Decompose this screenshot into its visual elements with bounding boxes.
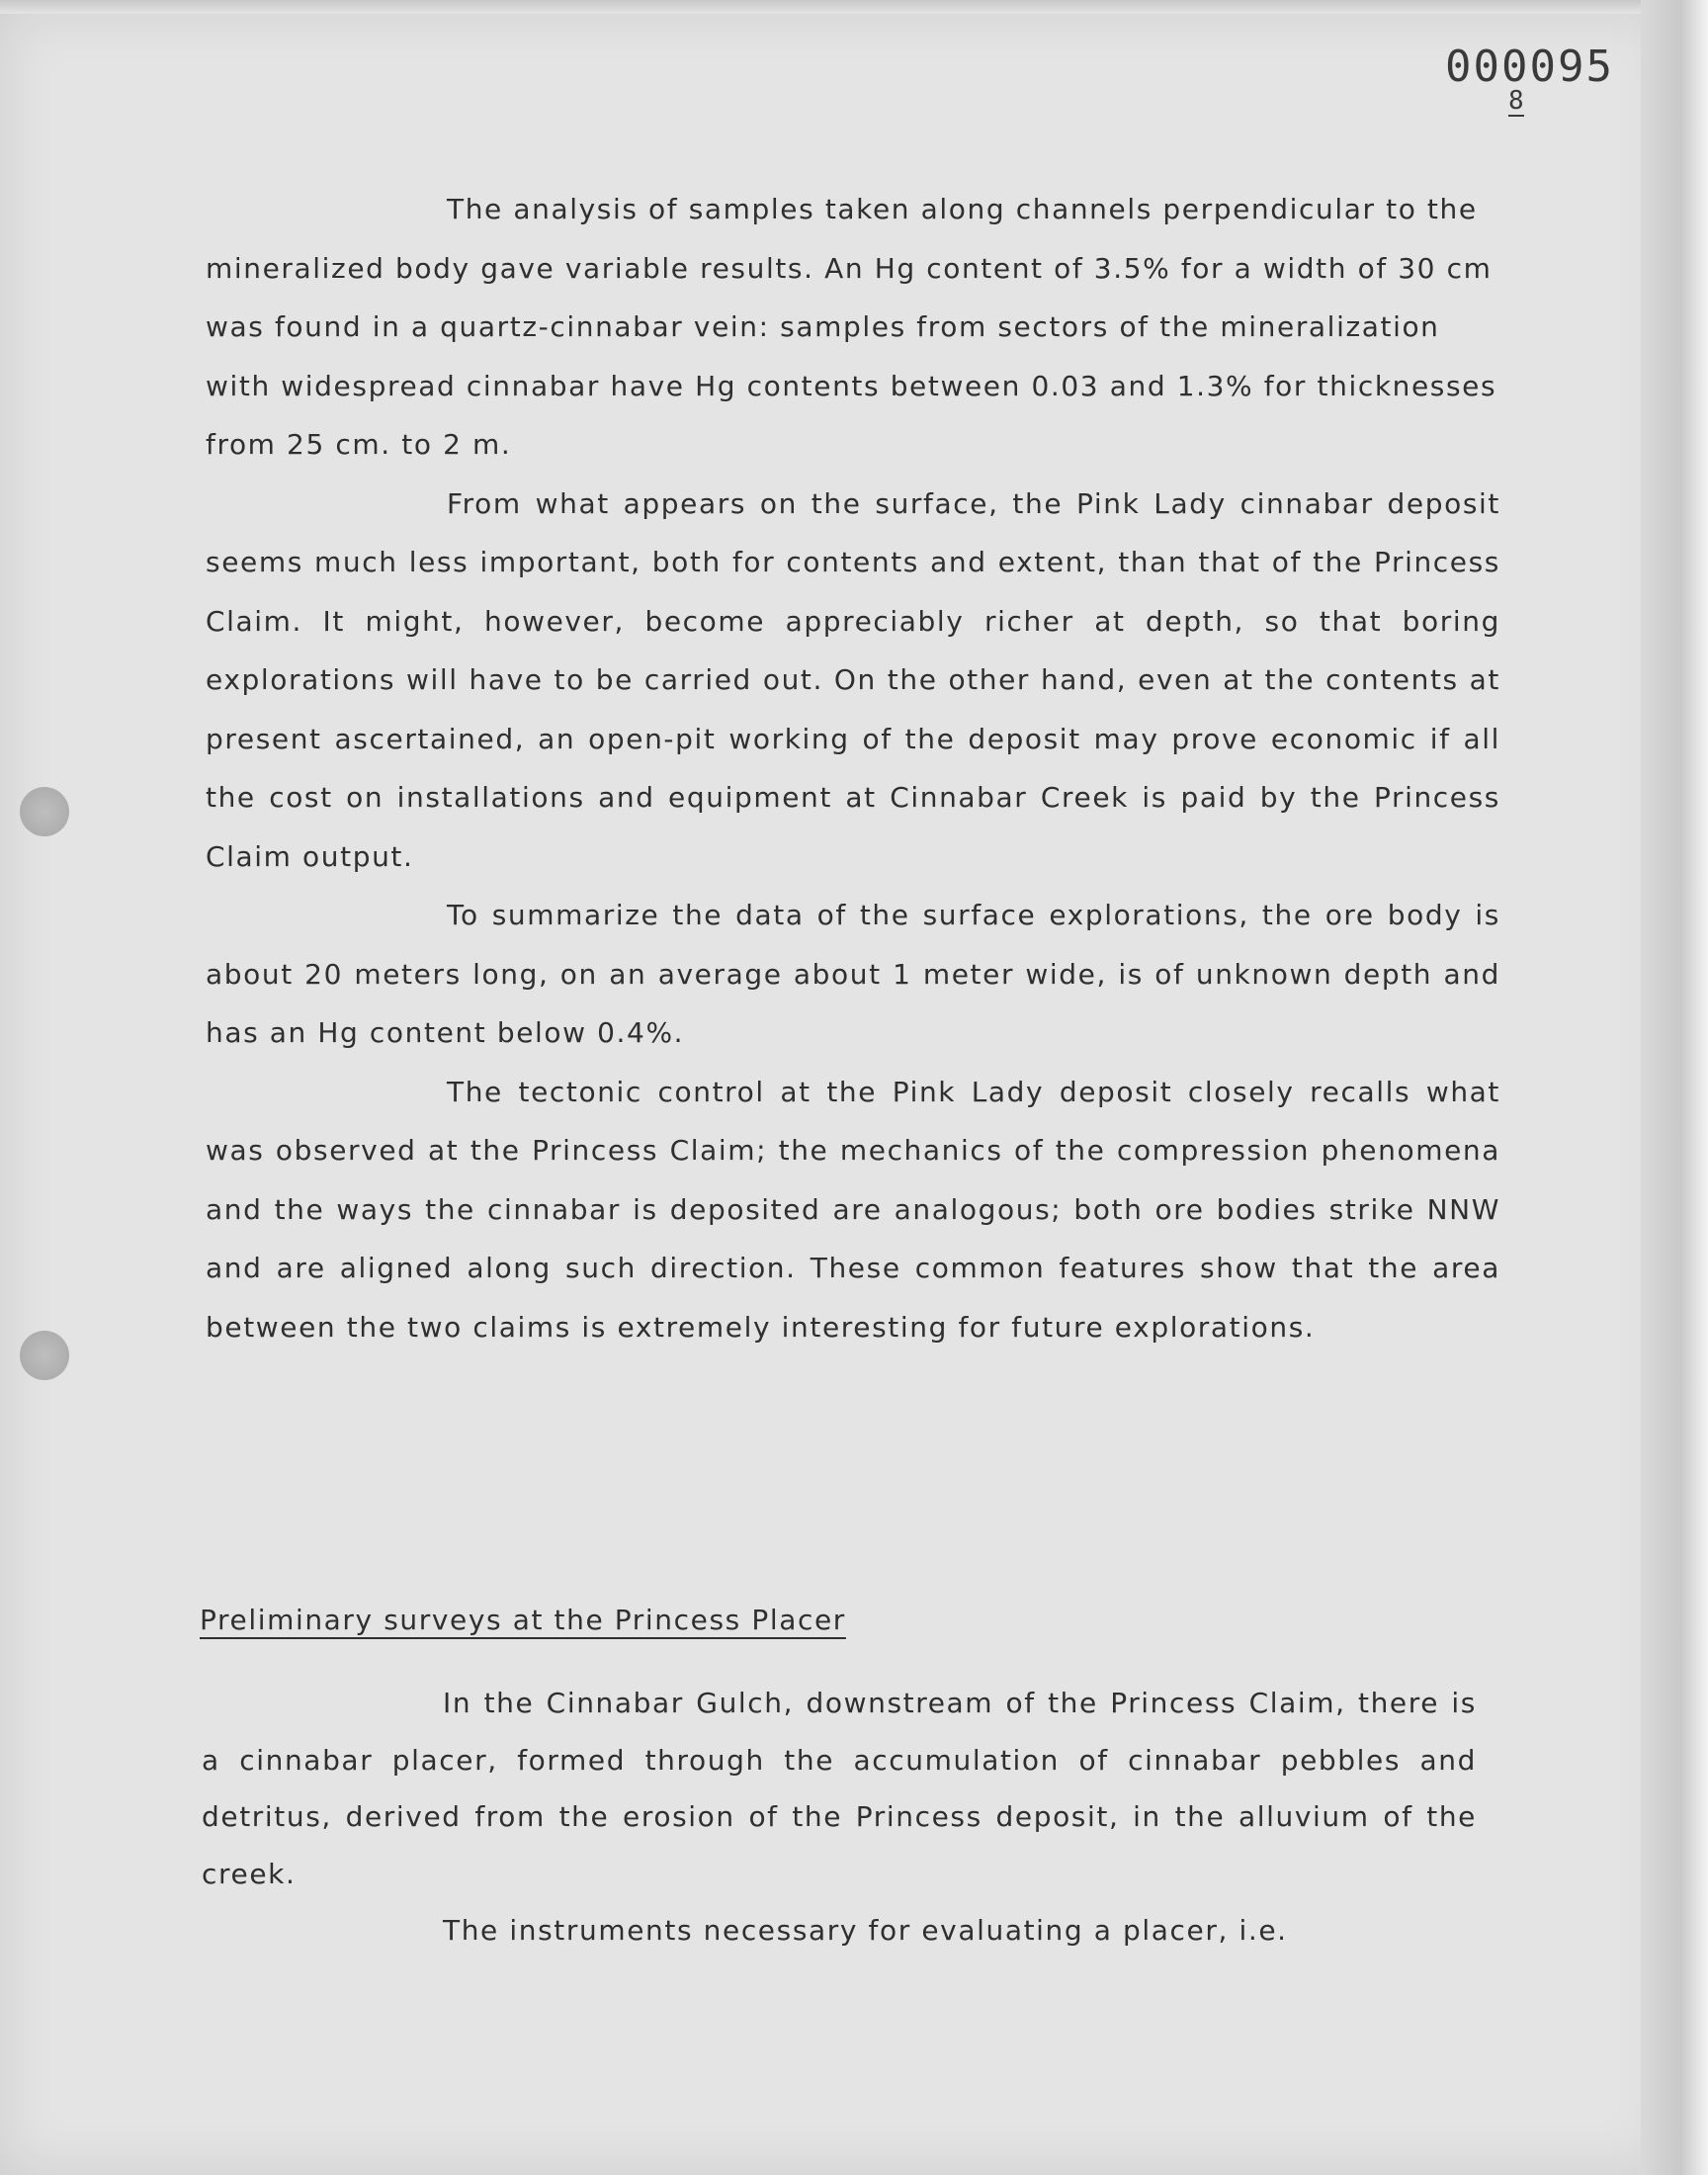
right-scan-edge: [1641, 0, 1708, 2175]
paragraph-tectonic-control: The tectonic control at the Pink Lady deposit closely recalls what was observed at the Princess Claim; the mechanics of the compression phenomena and the ways the cinnabar is deposited are analogous; both ore bodies strike NNW and are aligned along such direction. These common features show that the area between the two claims is extremely interesting for future explorations.: [206, 1075, 1500, 1344]
top-scan-edge: [0, 0, 1708, 14]
paragraph-analysis: The analysis of samples taken along channels perpendicular to the mineralized body gave variable results. An Hg content of 3.5% for a width of 30 cm was found in a quartz-cinnabar vein: samples from sectors of the mineralization with widespread cinnabar have Hg contents between 0.03 and 1.3% for thicknesses from 25 cm. to 2 m.: [206, 193, 1497, 461]
paragraph-summary: To summarize the data of the surface explorations, the ore body is about 20 meters long, on an average about 1 meter wide, is of unknown depth and has an Hg content below 0.4%.: [206, 899, 1500, 1049]
paragraph-pink-lady-deposit: From what appears on the surface, the Pink Lady cinnabar deposit seems much less important, both for contents and extent, than that of the Princess Claim. It might, however, become appreciably richer at depth, so that boring explorations will have to be carried out. On the other hand, even at the contents at present ascertained, an open-pit working of the deposit may prove economic if all the cost on installations and equipment at Cinnabar Creek is paid by the Princess Claim output.: [206, 486, 1500, 873]
punch-hole-top: [20, 787, 69, 836]
paragraph-instruments: The instruments necessary for evaluating a placer, i.e.: [443, 1914, 1288, 1947]
paragraph-cinnabar-gulch: In the Cinnabar Gulch, downstream of the Princess Claim, there is a cinnabar placer, formed through the accumulation of cinnabar pebbles and detritus, derived from the erosion of the Princess deposit, in the alluvium of the creek.: [202, 1687, 1477, 1890]
document-number: 000095: [1445, 42, 1614, 92]
section-body: [202, 1675, 1477, 1959]
page-number: 8: [1508, 86, 1524, 116]
punch-hole-bottom: [20, 1331, 69, 1380]
main-body: [206, 180, 1500, 1356]
section-heading: Preliminary surveys at the Princess Placer: [200, 1604, 846, 1636]
